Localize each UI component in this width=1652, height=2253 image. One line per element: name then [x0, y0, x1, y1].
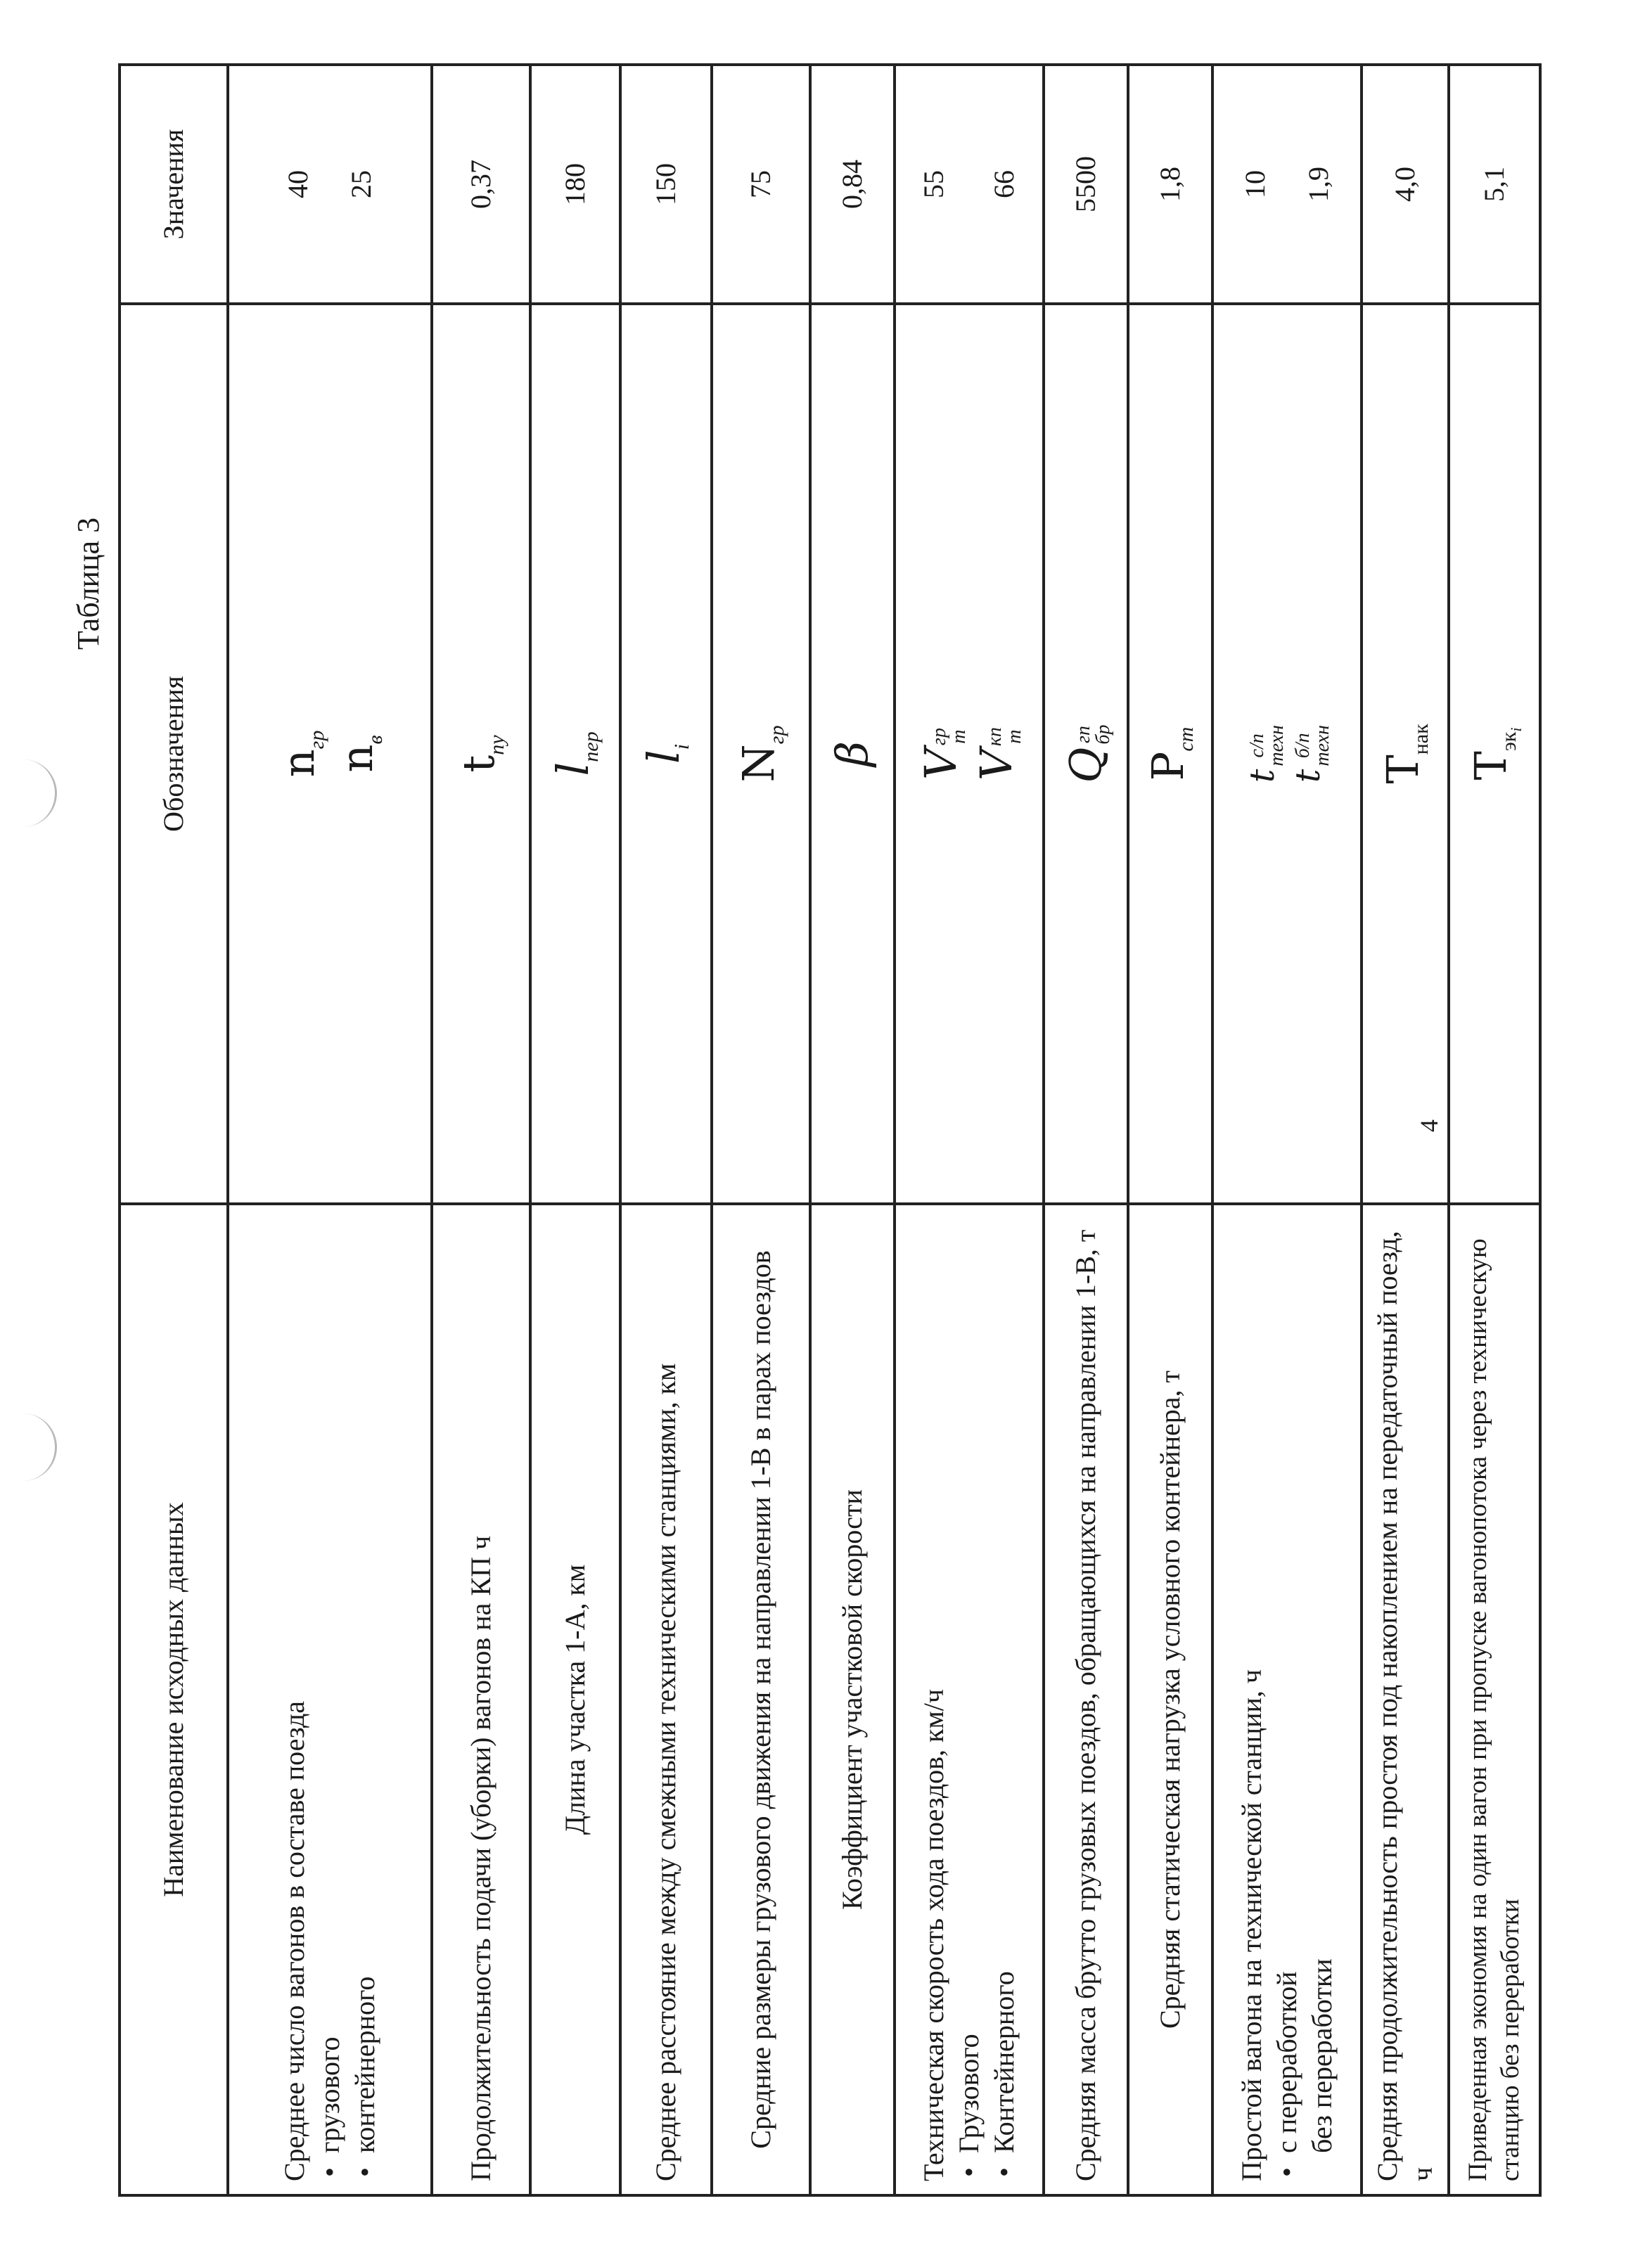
row-symbol: $t_{пу}$ — [432, 304, 530, 1204]
row-symbol — [895, 304, 1044, 1204]
row-item: без переработки — [1306, 1958, 1338, 2153]
symbol: t с/п техн — [1243, 725, 1288, 783]
row-name — [1212, 1204, 1362, 2195]
row-symbol: $T_{экi}$ — [1449, 304, 1540, 1204]
value: 1,9 — [1302, 167, 1334, 202]
row-name: Приведенная экономия на один вагон при пропуске вагонопотока через техническую станцию без переработки — [1449, 1204, 1540, 2195]
row-item: • с переработкой — [1269, 1218, 1305, 2181]
row-symbol — [1212, 304, 1362, 1204]
row-symbol: β — [810, 304, 895, 1204]
table-row — [1212, 65, 1362, 2195]
table-row — [620, 65, 712, 2195]
row-symbol: Q гп бр — [1044, 304, 1128, 1204]
symbol: V кп т — [971, 727, 1025, 781]
row-name: Средняя статическая нагрузка условного контейнера, т — [1128, 1204, 1212, 2195]
row-symbol: $N_{гр}$ — [712, 304, 810, 1204]
value: 25 — [345, 170, 377, 198]
row-value: 75 — [712, 65, 810, 304]
value: 40 — [282, 170, 314, 198]
value: 55 — [918, 170, 949, 198]
row-value: 1,8 — [1128, 65, 1212, 304]
row-item: • контейнерного — [347, 1218, 383, 2181]
table-row — [228, 65, 432, 2195]
row-value: 4,0 — [1362, 65, 1449, 304]
table-row — [1044, 65, 1128, 2195]
value: 66 — [988, 170, 1020, 198]
row-name — [895, 1204, 1044, 2195]
symbol: t б/п техн — [1288, 725, 1333, 783]
symbol: V гр т — [915, 728, 970, 780]
symbol: $n_{гр}$ — [272, 730, 328, 778]
table-row — [810, 65, 895, 2195]
header-name: Наименование исходных данных — [120, 1204, 228, 2195]
table-row — [1449, 65, 1540, 2195]
row-name: Средняя масса брутто грузовых поездов, обращающихся на направлении 1-В, т — [1044, 1204, 1128, 2195]
table-row — [530, 65, 620, 2195]
row-name: Коэффициент участковой скорости — [810, 1204, 895, 2195]
row-value — [895, 65, 1044, 304]
row-name: Средние размеры грузового движения на направлении 1-В в парах поездов — [712, 1204, 810, 2195]
row-name: Среднее расстояние между смежными техническими станциями, км — [620, 1204, 712, 2195]
row-symbol — [228, 304, 432, 1204]
row-symbol: $l_{пер}$ — [530, 304, 620, 1204]
row-value — [228, 65, 432, 304]
row-title: Техническая скорость хода поездов, км/ч — [918, 1688, 949, 2181]
data-table — [118, 63, 1542, 2197]
header-value: Значения — [120, 65, 228, 304]
table-row — [895, 65, 1044, 2195]
row-title: Среднее число вагонов в составе поезда — [278, 1700, 310, 2181]
row-item: • Контейнерного — [987, 1218, 1022, 2181]
row-value: 150 — [620, 65, 712, 304]
row-name — [228, 1204, 432, 2195]
value: 10 — [1239, 170, 1271, 198]
symbol: $n_в$ — [331, 735, 387, 773]
table-row — [432, 65, 530, 2195]
row-value — [1212, 65, 1362, 304]
row-name: Длина участка 1-А, км — [530, 1204, 620, 2195]
table-row — [1128, 65, 1212, 2195]
row-symbol: $P_{ст}$ — [1128, 304, 1212, 1204]
row-symbol: $T_{нак}$ — [1362, 304, 1449, 1204]
row-name: Продолжительность подачи (уборки) вагонов на КП ч — [432, 1204, 530, 2195]
row-item: • Грузового — [952, 1218, 987, 2181]
row-value: 0,37 — [432, 65, 530, 304]
row-value: 5500 — [1044, 65, 1128, 304]
row-name: Средняя продолжительность простоя под накоплением на передаточный поезд, ч — [1362, 1204, 1449, 2195]
table-row — [712, 65, 810, 2195]
page-number: 4 — [1415, 1119, 1443, 1132]
header-symbol: Обозначения — [120, 304, 228, 1204]
table-caption: Таблица 3 — [71, 517, 105, 650]
row-title: Простой вагона на технической станции, ч — [1236, 1669, 1267, 2181]
row-item: • грузового — [312, 1218, 347, 2181]
row-value: 180 — [530, 65, 620, 304]
header-row — [120, 65, 228, 2195]
row-symbol: $l_i$ — [620, 304, 712, 1204]
row-value: 5,1 — [1449, 65, 1540, 304]
row-value: 0,84 — [810, 65, 895, 304]
